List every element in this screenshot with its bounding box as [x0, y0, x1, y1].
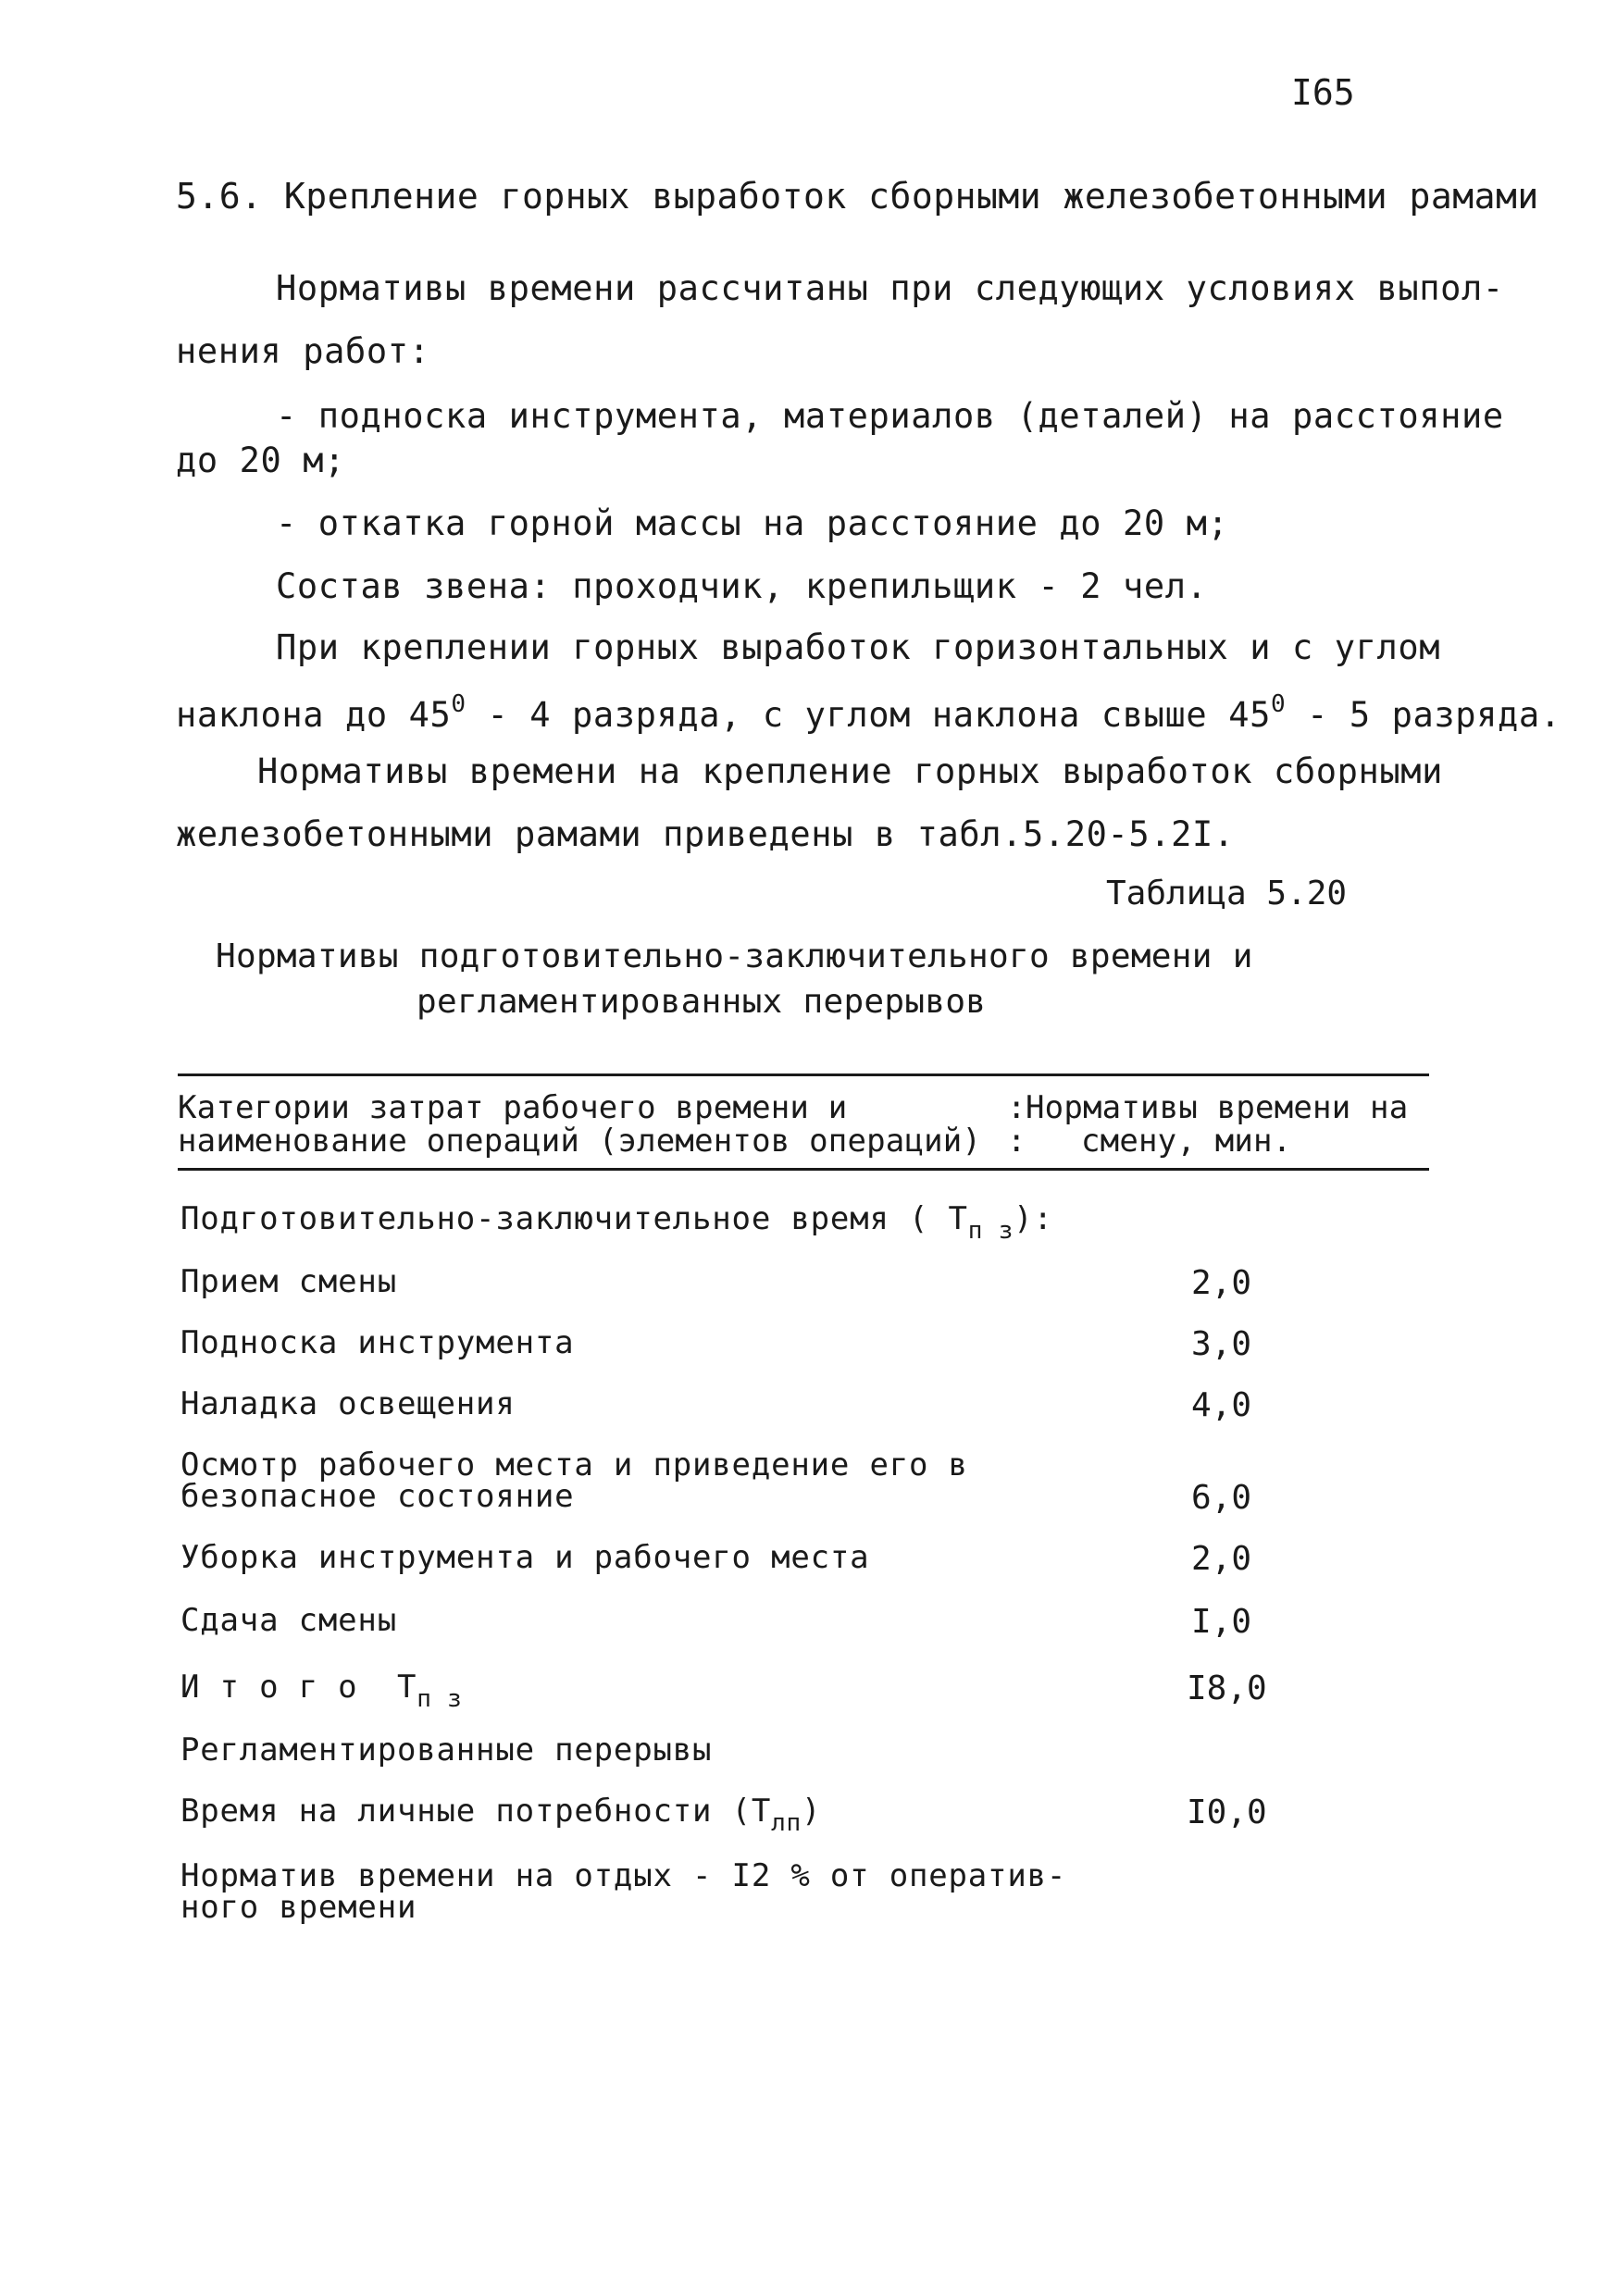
table-top-rule [178, 1074, 1429, 1076]
paragraph-carry-line2: до 20 м; [176, 441, 346, 480]
table-title-line2: регламентированных перерывов [417, 983, 987, 1021]
table-row-value: I,0 [1190, 1603, 1251, 1641]
total-row: И т о г о $Т_{п з}$ [180, 1669, 463, 1713]
paragraph-reference-line2: железобетонными рамами приведены в табл.5.20-5.2I. [176, 814, 1235, 854]
column-divider: : : [1007, 1089, 1026, 1160]
table-row-value: 3,0 [1190, 1325, 1251, 1363]
table-title-line1: Нормативы подготовительно-заключительного времени и [216, 937, 1253, 975]
table-row: Осмотр рабочего места и приведение его в безопасное состояние [180, 1446, 968, 1515]
personal-needs-row: Время на личные потребности $(Т_{лп})$ [180, 1793, 822, 1837]
paragraph-grade-line1: При креплении горных выработок горизонтальных и с углом [276, 627, 1441, 667]
regulated-breaks-header: Регламентированные перерывы [180, 1731, 713, 1769]
table-header-rule [178, 1168, 1429, 1171]
paragraph-reference-line1: Нормативы времени на крепление горных выработок сборными [257, 751, 1444, 791]
table-row: Наладка освещения [180, 1385, 516, 1422]
section-title: 5.6. Крепление горных выработок сборными железобетонными рамами [176, 176, 1539, 217]
table-row: Уборка инструмента и рабочего места [180, 1539, 870, 1576]
table-row-value: 2,0 [1190, 1540, 1251, 1578]
personal-needs-value: I0,0 [1187, 1793, 1267, 1831]
paragraph-crew: Состав звена: проходчик, крепильщик - 2 чел. [276, 566, 1208, 606]
column2-header: Нормативы времени на смену, мин. [1026, 1089, 1409, 1160]
table-row: Прием смены [180, 1263, 397, 1300]
table-row-value: 2,0 [1190, 1264, 1251, 1302]
table-row-value: 6,0 [1190, 1479, 1251, 1517]
table-row: Подноска инструмента [180, 1324, 575, 1361]
total-value: I8,0 [1187, 1669, 1267, 1707]
page-number: I65 [1291, 72, 1355, 113]
paragraph-grade-line2: наклона до $45^0 - 4$ разряда, с углом наклона свыше $45^0 - 5$ разряда. [176, 690, 1561, 735]
paragraph-haulage: - откатка горной массы на расстояние до 20 м; [276, 503, 1229, 543]
table-row-value: 4,0 [1190, 1386, 1251, 1424]
column1-header: Категории затрат рабочего времени и наименование операций (элементов операций) [178, 1089, 982, 1160]
rest-norm-row: Норматив времени на отдых - I2 % от оператив- ного времени [180, 1857, 1067, 1926]
table-row: Сдача смены [180, 1602, 397, 1639]
table-caption: Таблица 5.20 [1106, 875, 1348, 912]
paragraph-carry-line1: - подноска инструмента, материалов (деталей) на расстояние [276, 396, 1504, 436]
paragraph-conditions-line1: Нормативы времени рассчитаны при следующих условиях выпол- [276, 268, 1504, 308]
prep-final-time-header: Подготовительно-заключительное время ( $Т_{п з}$): [180, 1200, 1053, 1245]
paragraph-conditions-line2: нения работ: [176, 331, 430, 371]
